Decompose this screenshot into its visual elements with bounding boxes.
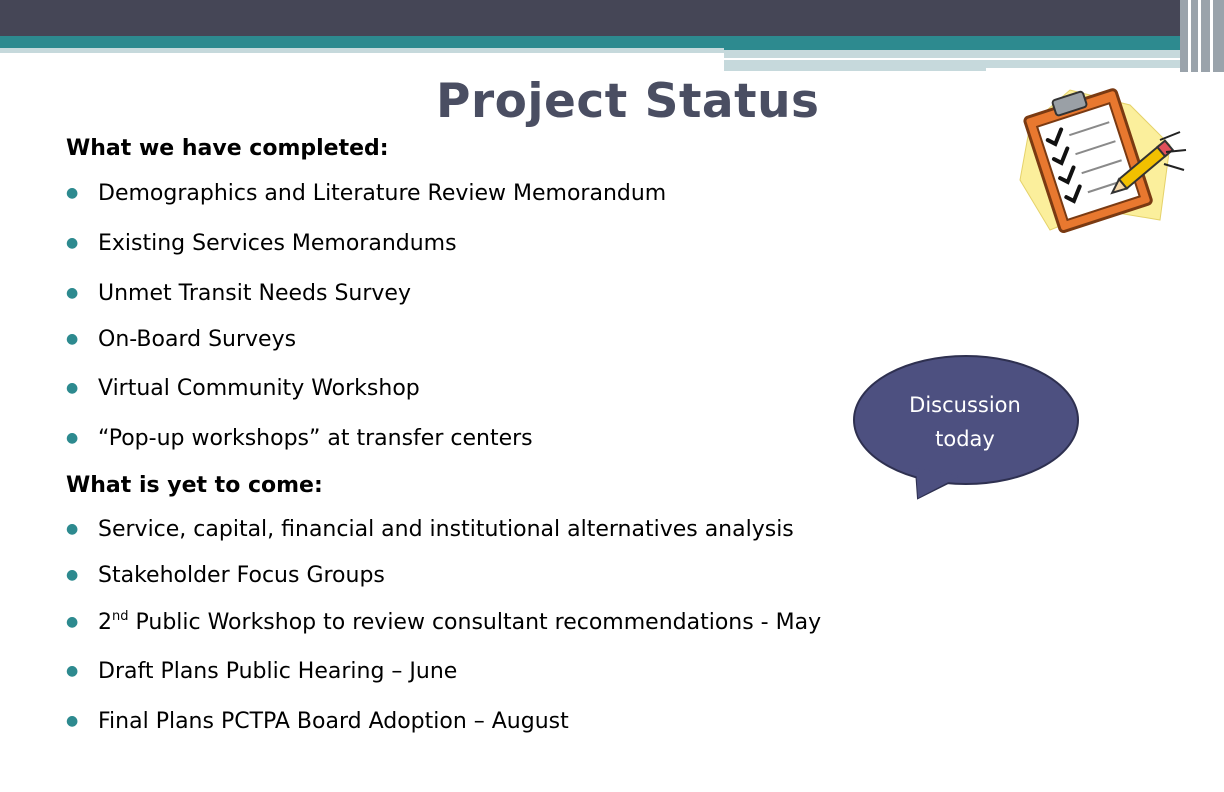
list-item: [66, 231, 457, 256]
list-item-text: On-Board Surveys: [98, 327, 297, 352]
list-item-text: Virtual Community Workshop: [98, 376, 420, 401]
bullet-dot-icon: ●: [66, 185, 79, 201]
list-item-text: Draft Plans Public Hearing – June: [98, 659, 458, 684]
list-item: [66, 517, 794, 542]
header-right-line-2: [1198, 0, 1201, 72]
clipboard-checklist-icon: [1010, 80, 1190, 240]
header-bar: [0, 0, 1224, 36]
bullet-dot-icon: ●: [66, 380, 79, 396]
callout-text: [880, 388, 1050, 456]
list-item: [66, 181, 666, 206]
list-item: [66, 709, 569, 734]
list-item-text: Unmet Transit Needs Survey: [98, 281, 411, 306]
header-right-block: [1180, 0, 1224, 72]
list-item: [66, 563, 385, 588]
list-item: [66, 426, 533, 451]
callout-line-1: Discussion: [909, 393, 1021, 417]
bullet-dot-icon: ●: [66, 430, 79, 446]
list-item: [66, 327, 296, 352]
list-item-text: Final Plans PCTPA Board Adoption – August: [98, 709, 569, 734]
bullet-dot-icon: ●: [66, 521, 79, 537]
page-title: Project Status: [436, 74, 820, 129]
bullet-dot-icon: ●: [66, 235, 79, 251]
list-item-text: Stakeholder Focus Groups: [98, 563, 385, 588]
list-item-text: Service, capital, financial and institutional alternatives analysis: [98, 517, 794, 542]
list-item: [66, 659, 457, 684]
header-right-line-1: [1188, 0, 1191, 72]
list-item: [66, 610, 821, 635]
list-item: [66, 281, 411, 306]
header-light-stripe-left: [0, 48, 724, 53]
header-light-line-mid: [724, 66, 986, 71]
list-item-text: 2: [98, 610, 112, 635]
completed-heading: What we have completed:: [66, 136, 389, 161]
bullet-dot-icon: ●: [66, 663, 79, 679]
bullet-dot-icon: ●: [66, 285, 79, 301]
list-item: [66, 376, 420, 401]
upcoming-heading: What is yet to come:: [66, 473, 323, 498]
list-item-text: “Pop-up workshops” at transfer centers: [98, 426, 533, 451]
bullet-dot-icon: ●: [66, 614, 79, 630]
callout-line-2: today: [935, 427, 995, 451]
bullet-dot-icon: ●: [66, 713, 79, 729]
bullet-dot-icon: ●: [66, 331, 79, 347]
list-item-text: Existing Services Memorandums: [98, 231, 457, 256]
bullet-dot-icon: ●: [66, 567, 79, 583]
header-thin-line: [724, 58, 1224, 60]
list-item-text: Public Workshop to review consultant recommendations - May: [128, 610, 822, 635]
list-item-text: Demographics and Literature Review Memorandum: [98, 181, 667, 206]
ordinal-suffix: nd: [112, 609, 129, 624]
header-right-line-3: [1210, 0, 1213, 72]
